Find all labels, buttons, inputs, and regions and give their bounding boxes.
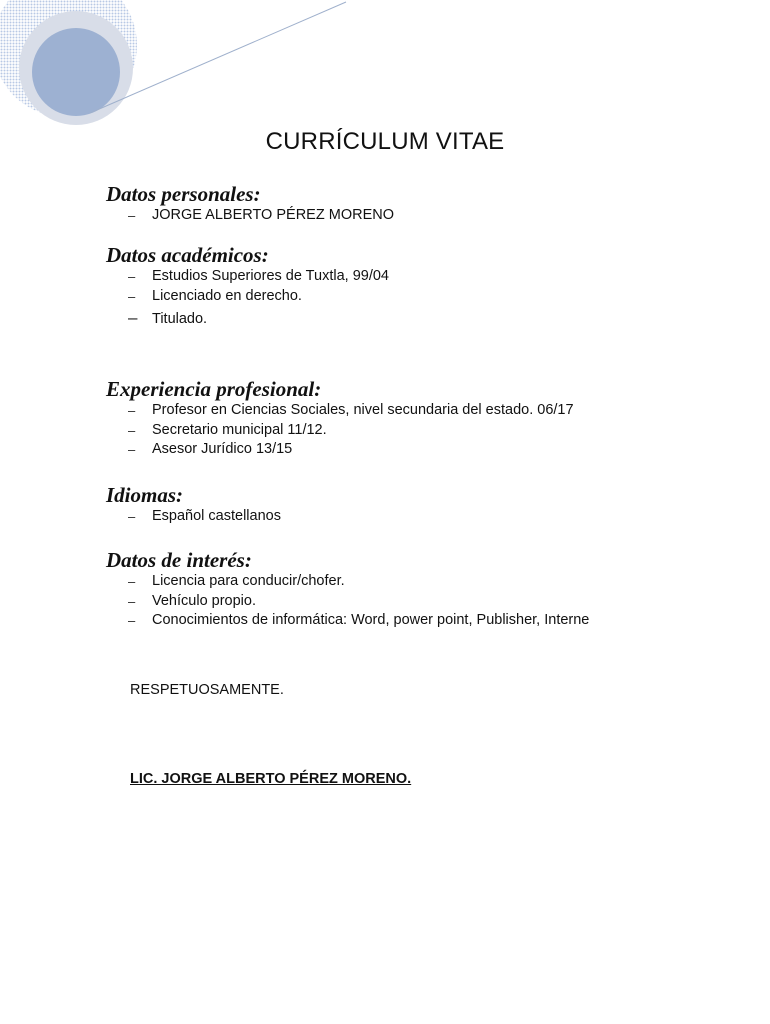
dash-bullet: – (128, 269, 136, 284)
section-personal-data (106, 182, 394, 226)
item-list (106, 267, 389, 330)
dash-bullet: – (128, 288, 136, 304)
dash-bullet: – (128, 574, 136, 589)
item-list (106, 572, 589, 631)
section-heading: Datos de interés: (106, 548, 252, 572)
dash-bullet: – (128, 442, 136, 457)
dash-bullet: – (128, 593, 136, 609)
decor-circle-small (32, 28, 120, 116)
section-heading: Datos académicos: (106, 243, 269, 267)
section-interests (106, 548, 589, 631)
list-item: – Profesor en Ciencias Sociales, nivel secundaria del estado. 06/17 (106, 401, 574, 421)
dash-bullet: – (128, 613, 136, 628)
section-academic-data (106, 243, 389, 330)
item-list (106, 401, 574, 460)
list-item: – Titulado. (128, 308, 208, 327)
page-title: CURRÍCULUM VITAE (265, 128, 505, 155)
item-list (106, 206, 394, 226)
list-item: – Estudios Superiores de Tuxtla, 99/04 (106, 267, 389, 287)
closing-text: RESPETUOSAMENTE. (130, 682, 284, 698)
dash-bullet: – (128, 403, 136, 418)
section-languages (106, 483, 281, 527)
corner-decoration (0, 0, 360, 130)
list-item: – Licencia para conducir/chofer. (106, 572, 589, 592)
list-item: – Conocimientos de informática: Word, power point, Publisher, Interne (106, 611, 589, 631)
item-list (106, 507, 281, 527)
list-item: – Asesor Jurídico 13/15 (106, 440, 574, 460)
section-heading: Datos personales: (106, 182, 261, 206)
signature-name: LIC. JORGE ALBERTO PÉREZ MORENO. (130, 771, 412, 787)
list-item: – JORGE ALBERTO PÉREZ MORENO (106, 206, 394, 226)
list-item: – Licenciado en derecho. (106, 287, 389, 307)
list-item: – Secretario municipal 11/12. (106, 421, 574, 441)
dash-bullet: – (128, 422, 136, 438)
list-item: – Vehículo propio. (106, 592, 589, 612)
dash-bullet: – (128, 509, 136, 524)
section-heading: Idiomas: (106, 483, 184, 507)
section-experience (106, 377, 574, 460)
section-heading: Experiencia profesional: (106, 377, 322, 401)
dash-bullet: – (128, 208, 136, 223)
list-item: – Español castellanos (106, 507, 281, 527)
dash-bullet: – (128, 308, 138, 327)
